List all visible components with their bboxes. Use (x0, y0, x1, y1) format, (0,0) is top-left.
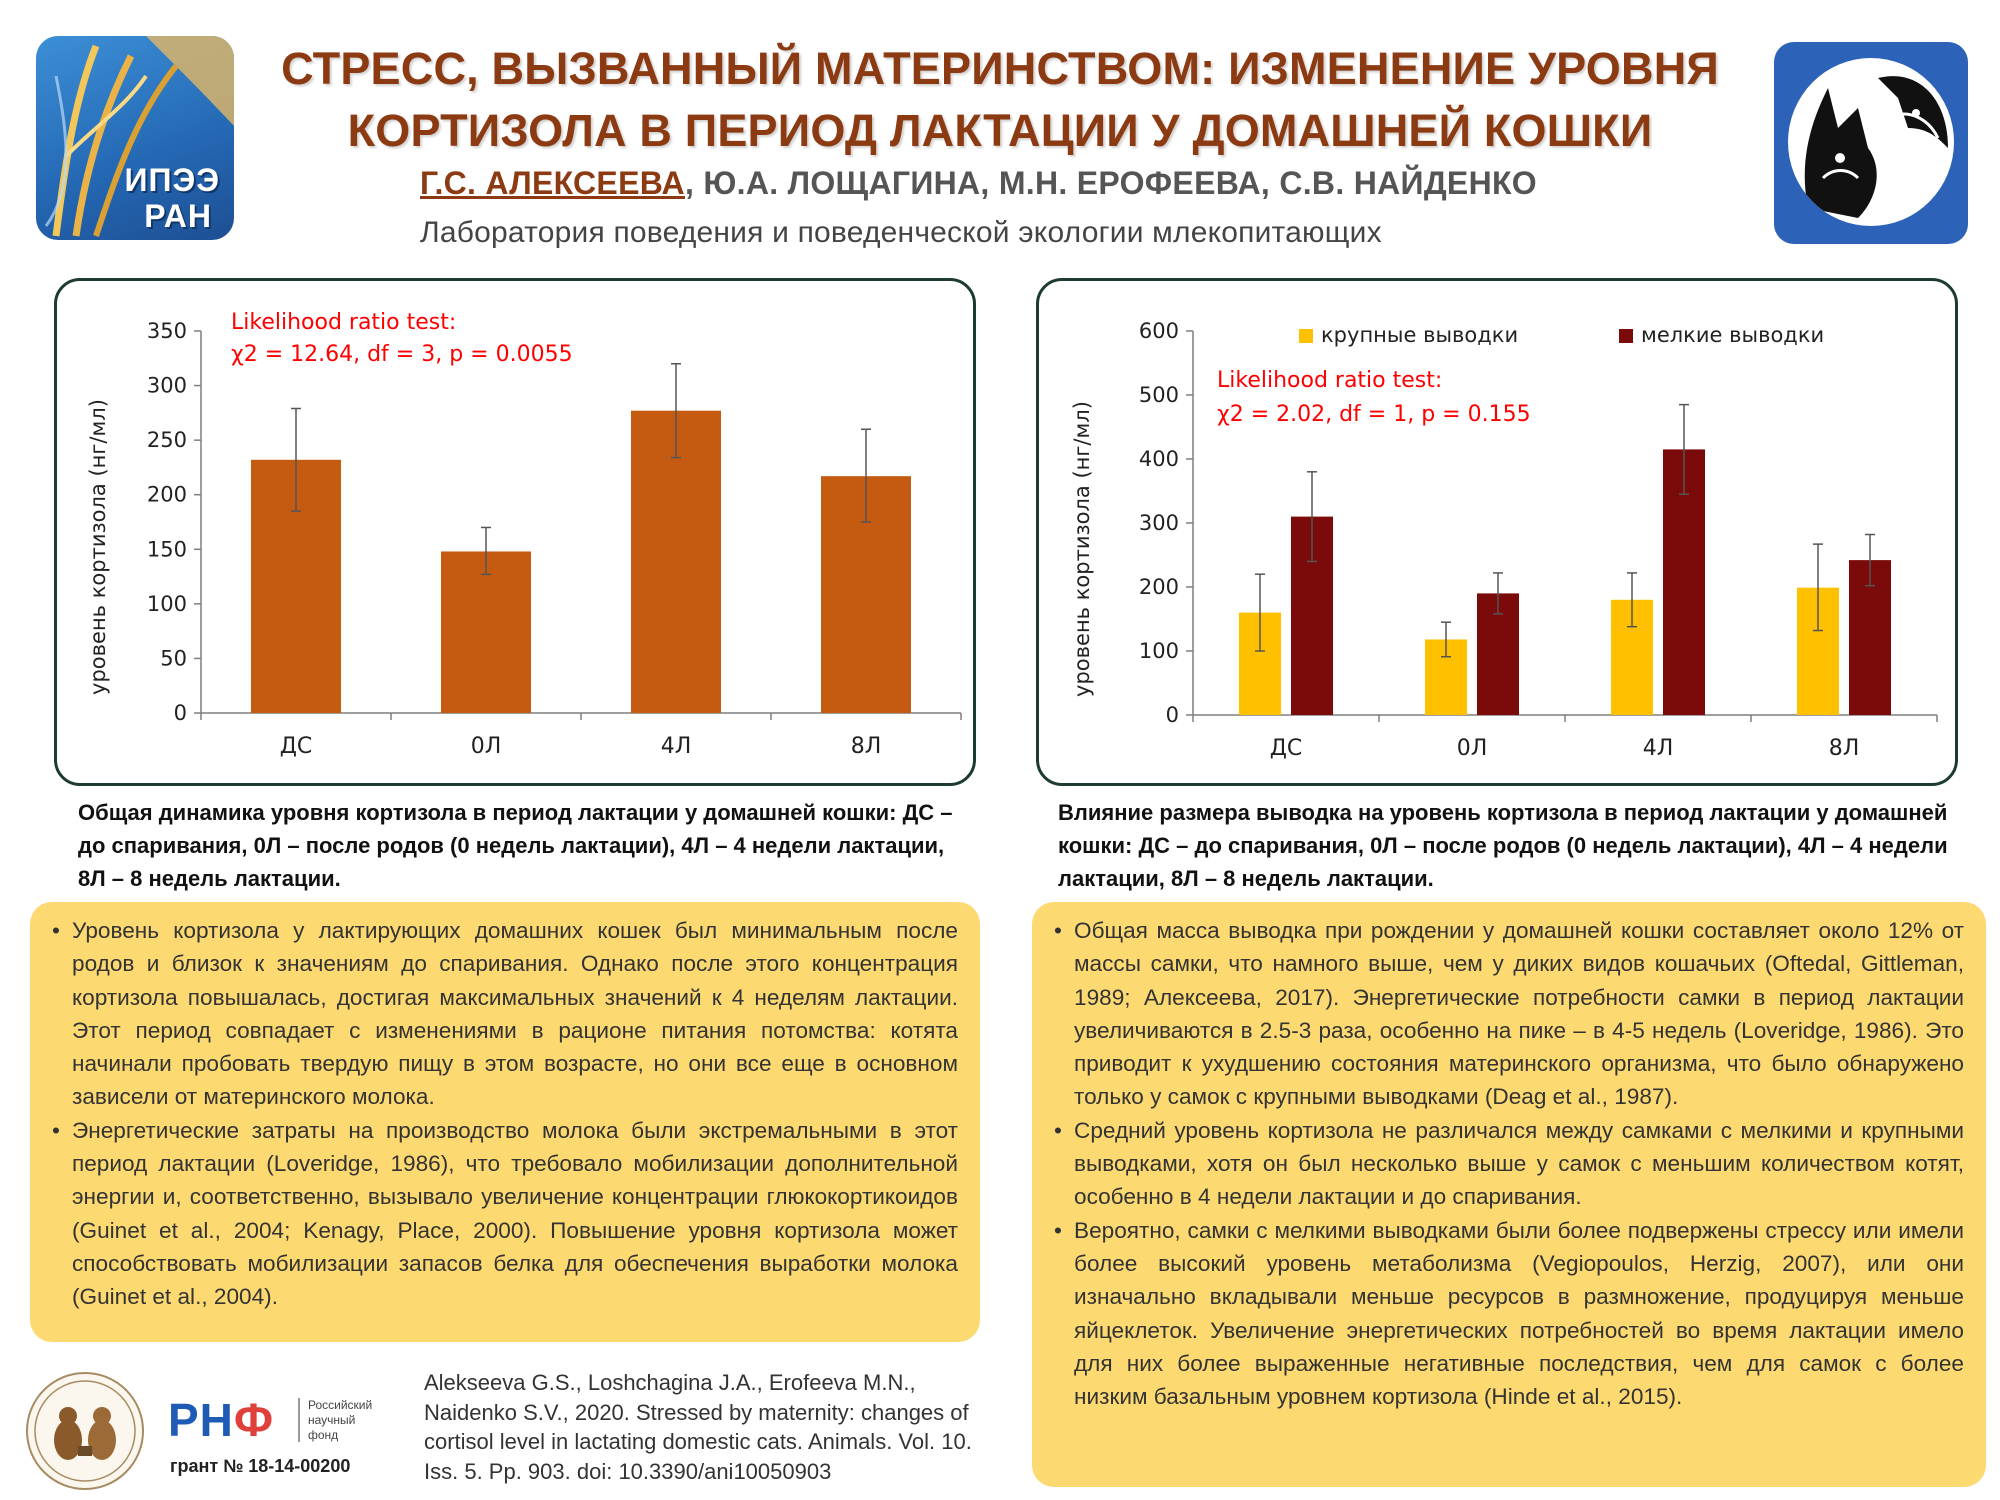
grant-number: грант № 18-14-00200 (170, 1456, 351, 1476)
laboratory-name: Лаборатория поведения и поведенческой экологии млекопитающих (420, 216, 1382, 249)
discussion-list-left (50, 914, 958, 1314)
chart-litter-y-tick-label: 500 (1138, 383, 1179, 407)
discussion-bullet: • Вероятно, самки с мелкими выводками были более подвержены стрессу или имели более высокий уровень метаболизма (Vegiopoulos, Herzig, 2007), или они изначально вкладывали меньше ресурсов в размножение, продуцируя меньше яйцеклеток. Увеличение энергетических потребностей во время лактации имело для них более выраженные негативные последствия, чем для самок с более низким базальным уровнем кортизола (Hinde et al., 2015). (1052, 1214, 1964, 1414)
discussion-bullet: • Средний уровень кортизола не различался между самками с мелкими и крупными выводками, хотя он был несколько выше у самок с меньшим количеством котят, особенно в 4 недели лактации и до спаривания. (1052, 1114, 1964, 1214)
chart-litter-y-tick-label: 600 (1138, 319, 1179, 343)
chart-overall-svg (57, 281, 979, 789)
chart-overall-x-tick-label: 0Л (470, 734, 502, 759)
ipee-ran-logo (36, 36, 234, 240)
chart-overall-y-axis-label: уровень кортизола (нг/мл) (86, 399, 110, 695)
legend-label-small-litters: мелкие выводки (1641, 323, 1825, 347)
chart-overall-y-tick-label: 200 (146, 482, 187, 507)
chart-overall-y-tick-label: 100 (146, 591, 187, 616)
chart-litter-y-tick-label: 200 (1138, 575, 1179, 599)
chart-litter-y-axis-label: уровень кортизола (нг/мл) (1070, 401, 1094, 697)
chart-litter-x-tick-label: ДС (1269, 736, 1303, 761)
chart-litter-x-tick-label: 0Л (1456, 736, 1488, 761)
chart-litter-x-tick-label: 8Л (1828, 736, 1860, 761)
chart-litter-x-tick-label: 4Л (1642, 736, 1674, 761)
chart-overall-y-tick-label: 150 (146, 537, 187, 562)
chart-overall-y-tick-label: 250 (146, 428, 187, 453)
ipee-logo-text-1: ИПЭЭ (124, 162, 220, 198)
ipee-logo-text-2: РАН (144, 198, 212, 234)
rnf-logo-mark-main: РН (168, 1394, 234, 1446)
discussion-list-right (1052, 914, 1964, 1413)
rnf-name-line: Российский (308, 1398, 373, 1412)
chart-litter-y-tick-label: 100 (1138, 639, 1179, 663)
chart-overall-annotation-2: χ2 = 12.64, df = 3, p = 0.0055 (231, 342, 573, 367)
legend-label-large-litters: крупные выводки (1321, 323, 1519, 347)
chart-overall-y-tick-label: 300 (146, 373, 187, 398)
rnf-logo (168, 1392, 408, 1452)
chart-litter-annotation-1: Likelihood ratio test: (1217, 368, 1443, 393)
society-animals-icon (28, 1374, 142, 1488)
rnf-logo-name (308, 1398, 398, 1443)
rnf-logo-mark-accent: Ф (233, 1394, 275, 1446)
rnf-logo-divider (298, 1398, 300, 1442)
chart-overall-bar-1-2 (441, 551, 531, 713)
citation: Alekseeva G.S., Loshchagina J.A., Erofeeva M.N., Naidenko S.V., 2020. Stressed by maternity: changes of cortisol level in lactating domestic cats. Animals. Vol. 10. Iss. 5. Pp. 903. doi: 10.3390/ani10050903 (424, 1370, 972, 1484)
poster-title (260, 38, 1740, 162)
chart-overall-annotation-1: Likelihood ratio test: (231, 310, 457, 335)
chart-litter-annotation-2: χ2 = 2.02, df = 1, p = 0.155 (1217, 402, 1531, 427)
discussion-bullet: • Общая масса выводка при рождении у домашней кошки составляет около 12% от массы самки, что намного выше, чем у диких видов кошачьих (Oftedal, Gittleman, 1989; Алексеева, 2017). Энергетические потребности самки в период лактации увеличиваются в 2.5-3 раза, особенно на пике – в 4-5 недель (Loveridge, 1986). Это приводит к ухудшению состояния материнского организма, что было обнаружено только у самок с крупными выводками (Deag et al., 1987). (1052, 914, 1964, 1114)
chart-panel-litter-size (1036, 278, 1958, 786)
chart-litter-y-tick-label: 400 (1138, 447, 1179, 471)
chart-overall-x-tick-label: 4Л (660, 734, 692, 759)
caption-litter-chart: Влияние размера выводка на уровень кортизола в период лактации у домашней кошки: ДС – до спаривания, 0Л – после родов (0 недель лактации), 4Л – 4 недели лактации, 8Л – 8 недель лактации. (1058, 800, 1948, 891)
first-author: Г.С. АЛЕКСЕЕВА (420, 165, 685, 201)
chart-litter-y-tick-label: 0 (1165, 703, 1179, 727)
discussion-bullet: • Энергетические затраты на производство молока были экстремальными в этот период лактации (Loveridge, 1986), что требовало мобилизации дополнительной энергии и, соответственно, вызывало увеличение концентрации глюкокортикоидов (Guinet et al., 2004; Kenagy, Place, 2000). Повышение уровня кортизола может способствовать мобилизации запасов белка для обеспечения выработки молока (Guinet et al., 2004). (50, 1114, 958, 1314)
society-logo (26, 1372, 144, 1490)
legend-swatch-large-litters (1299, 329, 1313, 343)
poster-title-line-2: КОРТИЗОЛА В ПЕРИОД ЛАКТАЦИИ У ДОМАШНЕЙ КОШКИ (347, 105, 1653, 156)
caption-overall-chart: Общая динамика уровня кортизола в период лактации у домашней кошки: ДС – до спаривания, 0Л – после родов (0 недель лактации), 4Л – 4 недели лактации, 8Л – 8 недель лактации. (78, 800, 953, 891)
lynx-logo (1774, 42, 1968, 244)
chart-overall-y-tick-label: 50 (160, 646, 187, 671)
discussion-bullet: • Уровень кортизола у лактирующих домашних кошек был минимальным после родов и близок к значениям до спаривания. Однако после этого концентрация кортизола повышалась, достигая максимальных значений к 4 неделям лактации. Этот период совпадает с изменениями в рационе питания потомства: котята начинали пробовать твердую пищу в этом возрасте, но они все еще в основном зависели от материнского молока. (50, 914, 958, 1114)
chart-overall-x-tick-label: 8Л (850, 734, 882, 759)
lynx-logo-disc (1788, 58, 1954, 226)
lynx-icon (1788, 58, 1954, 226)
discussion-box-left (30, 902, 980, 1342)
chart-overall-y-tick-label: 0 (173, 701, 187, 725)
chart-panel-overall (54, 278, 976, 786)
other-authors: , Ю.А. ЛОЩАГИНА, М.Н. ЕРОФЕЕВА, С.В. НАЙДЕНКО (684, 165, 1537, 201)
chart-litter-y-tick-label: 300 (1138, 511, 1179, 535)
authors (420, 165, 1720, 202)
chart-overall-x-tick-label: ДС (279, 734, 313, 759)
rnf-name-line: фонд (308, 1428, 339, 1442)
rnf-logo-mark (168, 1392, 274, 1448)
discussion-box-right (1032, 902, 1986, 1487)
legend-swatch-small-litters (1619, 329, 1633, 343)
rnf-name-line: научный (308, 1413, 356, 1427)
poster-title-line-1: СТРЕСС, ВЫЗВАННЫЙ МАТЕРИНСТВОМ: ИЗМЕНЕНИЕ УРОВНЯ (281, 43, 1719, 94)
chart-litter-size-svg (1039, 281, 1961, 789)
chart-overall-y-tick-label: 350 (146, 319, 187, 343)
